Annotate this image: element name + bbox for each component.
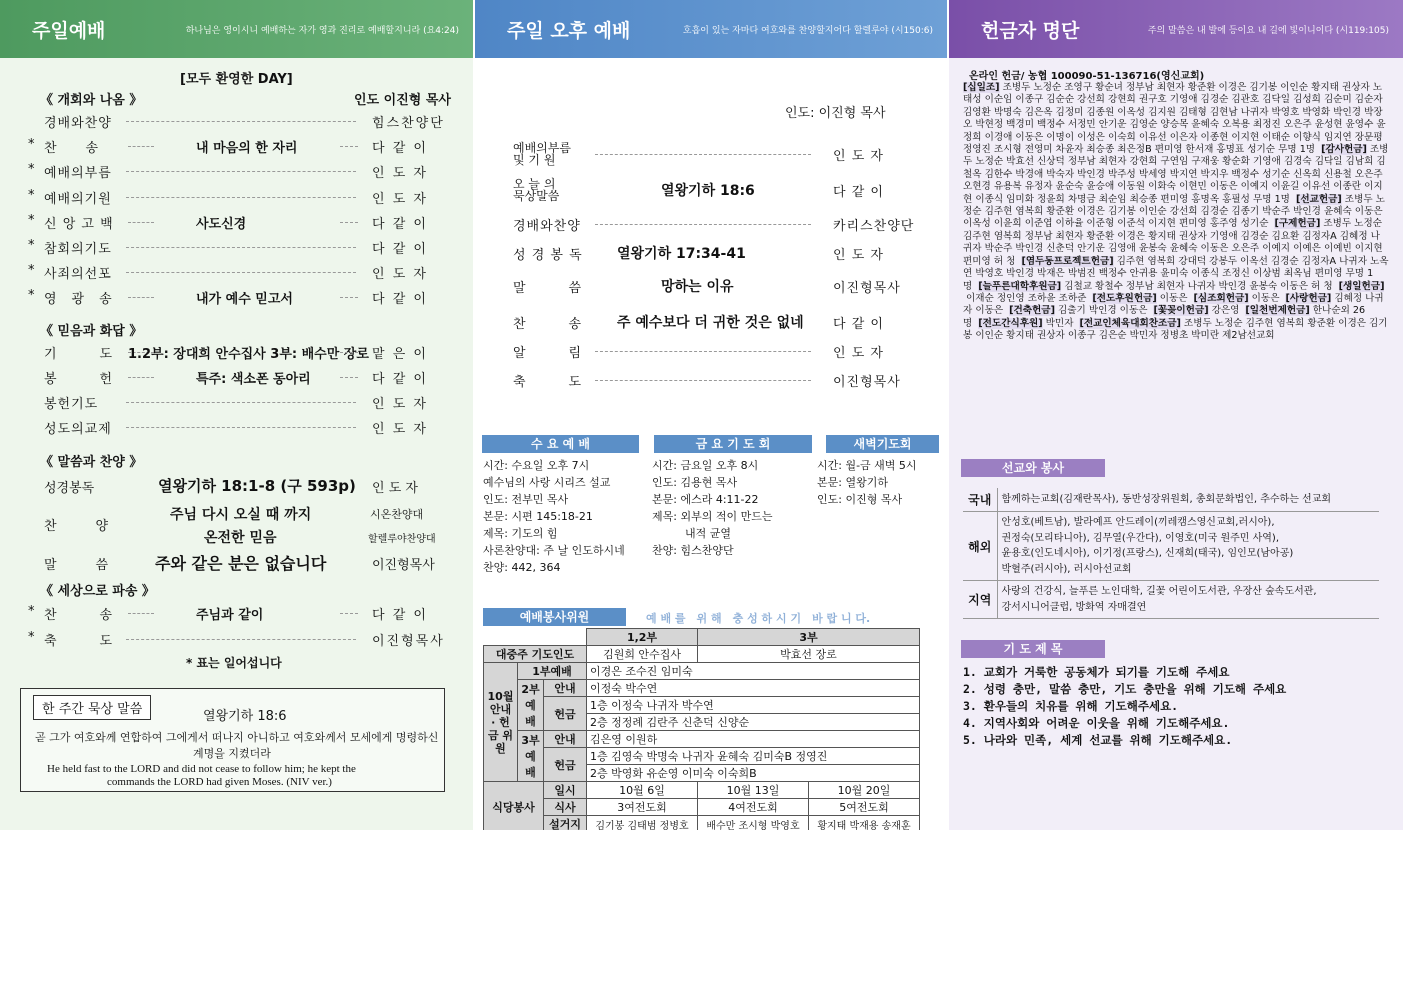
panel-title: 주일예배	[32, 19, 106, 42]
donor-category: [감사헌금]	[1321, 144, 1367, 156]
meditation-english: commands the LORD had given Moses. (NIV ver.)	[107, 776, 332, 788]
donor-category: [꽃꽂이헌금]	[1153, 305, 1209, 317]
star-mark: *	[28, 288, 35, 304]
table-cell: 김원희 안수집사	[587, 646, 698, 663]
volunteers-heading: 예배봉사위원	[483, 608, 626, 626]
table-cell: 박효선 장로	[698, 646, 920, 663]
order-content: 사도신경	[196, 216, 247, 232]
mission-items	[997, 512, 1379, 581]
header-verse: 주의 말씀은 내 발에 등이요 내 길에 빛이니이다 (시119:105)	[1147, 25, 1389, 36]
friday-heading: 금 요 기 도 회	[654, 435, 812, 453]
mission-line: 사랑의 건강식, 늘푸른 노인대학, 길꽃 어린이도서관, 우장산 숲속도서관,	[1001, 586, 1317, 597]
donor-group	[1153, 305, 1245, 316]
order-person: 힘스찬양단	[372, 116, 445, 131]
donor-names: 박민자	[1045, 317, 1074, 329]
order-label: 및 기 원	[513, 153, 556, 167]
	[340, 146, 358, 147]
order-label: 찬 양	[44, 519, 109, 534]
table-cell: 1층 이정숙 나귀자 박수연	[587, 697, 920, 714]
mission-line: 박혈주(러시아), 러시아선교회	[1001, 563, 1132, 575]
donor-names: 조병두 노정순 김주현 염복희 황준환 이경은 김기봉 이인순 강선희 김경순 김종기 박순주 박인경 윤혜숙 이동은 이옥성 이윤희 이준엽 이하율 이준형 이준석 이지현 편미영 홍주영 성기순	[963, 193, 1385, 230]
table-cell: 김기봉 김태범 정병호	[587, 816, 698, 831]
	[128, 297, 154, 298]
star-mark: *	[28, 162, 35, 178]
	[126, 247, 356, 248]
wednesday-info	[483, 457, 625, 576]
donor-category: [선교헌금]	[1295, 193, 1342, 205]
order-label: 찬 송	[513, 317, 583, 332]
order-label: 성경봉독	[44, 481, 95, 496]
section-heading: 《 세상으로 파송 》	[40, 584, 155, 599]
order-label: 기 도	[44, 347, 114, 362]
order-content: 내가 예수 믿고서	[196, 292, 293, 308]
col-header: 3부	[698, 629, 920, 646]
mission-table	[963, 488, 1379, 619]
info-line: 찬양: 442, 364	[483, 561, 561, 574]
	[340, 377, 358, 378]
order-label: 오 늘 의	[513, 177, 556, 191]
donor-names: 이동은	[1159, 292, 1188, 304]
info-line: 사론찬양대: 주 날 인도하시네	[483, 544, 625, 557]
order-label: 성 경 봉 독	[513, 248, 583, 263]
order-content: 주 예수보다 더 귀한 것은 없네	[617, 315, 804, 331]
order-label: 신 앙 고 백	[44, 216, 114, 232]
mission-heading: 선교와 봉사	[961, 459, 1105, 477]
order-person: 다 같 이	[372, 216, 428, 232]
order-content: 내 마음의 한 자리	[196, 141, 298, 157]
donor-category: [전교인체육대회찬조금]	[1079, 317, 1181, 329]
table-cell: 2층 정정례 김란주 신춘덕 신양순	[587, 714, 920, 731]
donor-category: [사랑헌금]	[1285, 292, 1332, 304]
mission-line: 권정숙(모리타니아), 김무열(우간다), 이영호(미국 원주민 사역),	[1001, 532, 1279, 544]
donor-names: 이재순 정인영 조하윤 조하준	[966, 292, 1087, 304]
order-label: 봉 헌	[44, 372, 114, 387]
order-label: 예배의기원	[44, 191, 112, 207]
prayer-item: 3. 환우들의 치유를 위해 기도해주세요.	[963, 699, 1179, 713]
	[595, 154, 811, 155]
	[126, 639, 356, 640]
order-label: 예배의부름	[44, 166, 112, 182]
offering-donors	[963, 82, 1389, 343]
table-cell: 3여전도회	[587, 799, 698, 816]
mission-items	[997, 488, 1379, 512]
order-person: 인 도 자	[372, 166, 428, 182]
order-content: 망하는 이유	[661, 279, 734, 295]
order-person: 인 도 자	[372, 422, 428, 437]
info-line: 본문: 에스라 4:11-22	[652, 493, 759, 506]
order-label: 경배와찬양	[513, 219, 581, 234]
donor-category: [십일조]	[963, 82, 1000, 93]
volunteers-subtitle: 예 배 를 위 해 충 성 하 시 기 바 랍 니 다.	[646, 612, 871, 625]
donor-names: 조병두 노정순 박효선 신상덕 정부남 최현자 강현희 구연임 구재웅 황순화 기영애 김경숙 김닥일 김남희 김철옥 김한수 박경애 박숙자 박인경 박주성 박세영 박지연 박지우 백정수 성기순 신옥희 신용철 오은주 오현경 유용복 유정자 윤순숙 윤승애 이동원 이화숙 이현민 이동은 이예지 이윤길 이유선 이종란 이지현 이종식 임미화 정윤희 차명금 최순임 최승종 편미영 홍명옥 홍필성 무명 1명	[963, 144, 1389, 205]
row-header: 안내	[544, 680, 587, 697]
table-cell: 5여전도회	[808, 799, 919, 816]
mission-category: 해외	[963, 512, 997, 581]
order-content: 온전한 믿음	[204, 530, 277, 546]
row-header: 안내	[544, 731, 587, 748]
panel-sunday-service	[0, 0, 473, 830]
service-leader: 인도: 이진형 목사	[785, 106, 886, 121]
	[126, 171, 356, 172]
donor-names: 김혜정 나귀자 이동은	[963, 292, 1384, 317]
order-label: 봉헌기도	[44, 397, 99, 412]
	[340, 352, 358, 353]
	[340, 613, 358, 614]
mission-category: 국내	[963, 488, 997, 512]
order-person: 다 같 이	[833, 317, 884, 332]
info-line: 인도: 전부민 목사	[483, 493, 569, 506]
order-label: 사죄의선포	[44, 267, 112, 283]
order-content: 열왕기하 18:1-8 (구 593p)	[158, 477, 356, 495]
donor-group	[1092, 293, 1193, 304]
order-label: 경배와찬양	[44, 116, 112, 131]
order-content: 열왕기하 18:6	[661, 183, 755, 199]
donor-group	[1194, 293, 1286, 304]
info-line: 제목: 기도의 힘	[483, 527, 558, 540]
order-person: 인 도 자	[372, 267, 428, 283]
	[126, 197, 356, 198]
info-line: 인도: 김용현 목사	[652, 476, 738, 489]
donor-group	[978, 281, 1338, 292]
info-line: 인도: 이진형 목사	[817, 493, 903, 506]
order-label: 묵상말씀	[513, 189, 560, 203]
table-cell: 황지태 박재용 송재훈	[808, 816, 919, 831]
order-person: 이진형목사	[372, 558, 435, 573]
info-line: 시간: 금요일 오후 8시	[652, 459, 759, 472]
row-header: 2부 예배	[518, 680, 544, 731]
mission-line: 윤용호(인도네시아), 이기정(프랑스), 신재희(태국), 임인모(남아공)	[1001, 548, 1294, 559]
wednesday-heading: 수 요 예 배	[482, 435, 639, 453]
	[128, 377, 154, 378]
	[128, 222, 154, 223]
panel-header	[0, 0, 473, 58]
mission-line: 함께하는교회(김재란목사), 동반성장위원회, 총회문화법인, 추수하는 선교회	[1001, 493, 1332, 505]
event-banner: [모두 환영한 DAY]	[180, 72, 293, 87]
dawn-info	[817, 457, 917, 508]
info-line: 본문: 열왕기하	[817, 476, 888, 489]
order-label: 찬 송	[44, 608, 114, 623]
order-content: 열왕기하 17:34-41	[617, 246, 746, 262]
order-person: 다 같 이	[372, 292, 428, 308]
order-person: 다 같 이	[372, 372, 428, 387]
	[595, 351, 811, 352]
row-header: 식사	[544, 799, 587, 816]
order-label: 축 도	[513, 375, 583, 390]
table-cell: 이경은 조수진 임미숙	[587, 663, 920, 680]
row-header: 대중주 기도인도	[484, 646, 587, 663]
dawn-heading: 새벽기도회	[826, 435, 939, 453]
order-person: 다 같 이	[372, 141, 428, 157]
section-heading: 《 말씀과 찬양 》	[40, 455, 143, 470]
order-person: 시온찬양대	[370, 508, 424, 521]
donor-category: [생일헌금]	[1338, 280, 1385, 292]
header-verse: 호흡이 있는 자마다 여호와를 찬양할지어다 할렐루야 (시150:6)	[682, 25, 933, 36]
donor-names: 조병두 노정순 김주현 염복희 황준환 이경은 김기봉 이인순 황지태 권상자 이종구 김은순 박민자 정병초 박미란 제2남선교회	[963, 317, 1388, 342]
table-cell: 10월 20일	[808, 782, 919, 799]
donor-category: [구제헌금]	[1274, 218, 1321, 230]
donor-names: 김철교 황철수 정부남 최현자 나귀자 박인경 윤봉숙 이동은 허 청	[1064, 280, 1333, 292]
	[128, 146, 154, 147]
order-person: 인 도 자	[833, 149, 884, 164]
order-label: 축 도	[44, 633, 114, 649]
panel-offering-list	[949, 0, 1403, 830]
order-label: 찬 송	[44, 141, 100, 157]
col-header: 1,2부	[587, 629, 698, 646]
order-content: 1.2부: 장대희 안수집사 3부: 배수만 장로	[128, 347, 369, 362]
meditation-korean: 곧 그가 여호와께 연합하여 그에게서 떠나지 아니하고 여호와께서 모세에게 명령하신	[35, 731, 439, 744]
info-line: 예수님의 사랑 시리즈 설교	[483, 476, 611, 489]
order-label: 참회의기도	[44, 242, 112, 257]
order-person: 할렐루야찬양대	[368, 534, 436, 545]
donor-names: 조병두 노정순 김주현 염복희 정부남 최현자 황준환 이경은 황지태 권상자 기영애 김경순 김요환 김정자A 김혜정 나귀자 박순주 박인경 신춘덕 안기운 김영애 윤봉숙 윤혜숙 이동은 오은주 이예지 이예은 이예빈 이지현 편미영 허 청	[963, 218, 1383, 267]
table-cell: 10월 13일	[698, 782, 809, 799]
section-heading: 《 믿음과 화답 》	[40, 324, 143, 339]
donor-names: 이동은	[1251, 292, 1280, 304]
panel-header	[475, 0, 947, 58]
donor-names: 한나순외 26명	[963, 305, 1366, 329]
service-leader: 인도 이진형 목사	[354, 93, 451, 108]
order-person: 이진형목사	[833, 281, 901, 296]
meditation-english: He held fast to the LORD and did not cease to follow him; he kept the	[47, 763, 356, 775]
	[340, 297, 358, 298]
donor-group	[978, 318, 1079, 329]
donor-names: 강은영	[1211, 305, 1240, 317]
donor-group	[1009, 305, 1153, 316]
info-line: 시간: 수요일 오후 7시	[483, 459, 590, 472]
order-person: 인 도 자	[833, 248, 884, 263]
	[340, 222, 358, 223]
info-line: 제목: 외부의 적이 만드는	[652, 510, 773, 523]
panel-afternoon-service	[475, 0, 947, 830]
prayer-item: 4. 지역사회와 어려운 이웃을 위해 기도해주세요.	[963, 716, 1230, 730]
donor-category: [늘푸른대학후원금]	[978, 280, 1062, 292]
star-mark: *	[28, 212, 35, 228]
star-mark: *	[28, 263, 35, 279]
mission-line: 안성호(베트남), 발라예프 안드레이(끼레캠스영신교회,러시아),	[1001, 517, 1275, 528]
order-label: 말 씀	[44, 558, 109, 573]
panel-header	[949, 0, 1403, 58]
meditation-reference: 열왕기하 18:6	[203, 709, 287, 724]
panel-title: 헌금자 명단	[981, 19, 1080, 42]
meditation-title: 한 주간 묵상 말씀	[33, 695, 151, 720]
donor-category: [건축헌금]	[1009, 305, 1055, 317]
	[126, 402, 356, 403]
table-cell: 10월 6일	[587, 782, 698, 799]
table-cell: 4여전도회	[698, 799, 809, 816]
order-label: 알 림	[513, 346, 583, 361]
row-header: 1부예배	[518, 663, 587, 680]
sermon-title: 주와 같은 분은 없습니다	[155, 554, 327, 573]
volunteers-table	[483, 628, 920, 830]
star-mark: *	[28, 604, 35, 619]
order-label: 성도의교제	[44, 422, 112, 437]
order-person: 카리스찬양단	[833, 219, 915, 234]
donor-category: [전도후원헌금]	[1092, 292, 1157, 304]
prayer-heading: 기 도 제 목	[961, 640, 1105, 658]
donor-category: [일천번제헌금]	[1245, 305, 1310, 317]
mission-items	[997, 581, 1379, 619]
meditation-korean: 계명을 지켰더라	[193, 747, 271, 760]
prayer-list	[963, 664, 1286, 749]
order-content: 주님 다시 오실 때 까지	[170, 507, 312, 523]
donor-category: [심조회헌금]	[1193, 292, 1249, 304]
table-cell: 배수만 조시형 박영호	[698, 816, 809, 831]
section-heading: 《 개회와 나옴 》	[40, 93, 143, 108]
donor-names: 김주현 염복희 강대덕 강봉두 이옥선 김경순 김정자A 나귀자 노옥연 박영호 박인경 박재은 박범진 백정수 안귀용 윤미숙 이종식 조정신 이상범 최옥님 편미영 무명 1명	[963, 255, 1389, 292]
	[126, 427, 356, 428]
order-person: 다 같 이	[372, 242, 428, 257]
row-header: 헌금	[544, 697, 587, 731]
star-mark: *	[28, 137, 35, 153]
prayer-item: 5. 나라와 민족, 세계 선교를 위해 기도해주세요.	[963, 733, 1233, 747]
star-mark: *	[28, 629, 35, 645]
order-person: 인 도 자	[833, 346, 884, 361]
row-header: 헌금	[544, 748, 587, 782]
order-person: 다 같 이	[833, 185, 884, 200]
star-mark: *	[28, 238, 35, 253]
standing-note: * 표는 일어섭니다	[186, 656, 282, 670]
table-cell: 이정숙 박수연	[587, 680, 920, 697]
donor-names: 김출기 박인경 이동은	[1057, 305, 1148, 317]
info-line: 시간: 월-금 새벽 5시	[817, 459, 917, 472]
table-cell: 2층 박영화 유순영 이미숙 이숙희B	[587, 765, 920, 782]
header-verse: 하나님은 영이시니 예배하는 자가 영과 진리로 예배할지니라 (요4:24)	[185, 25, 459, 36]
order-label: 말 씀	[513, 281, 583, 296]
star-mark: *	[28, 187, 35, 203]
order-content: 특주: 색소폰 동아리	[196, 372, 311, 387]
	[126, 272, 356, 273]
order-person: 이진형목사	[372, 633, 445, 649]
order-label: 영 광 송	[44, 292, 113, 308]
friday-info	[652, 457, 772, 559]
order-label: 예배의부름	[513, 141, 571, 155]
	[126, 121, 356, 122]
order-person: 이진형목사	[833, 375, 901, 390]
order-person: 맡 은 이	[372, 347, 428, 362]
info-line: 본문: 시편 145:18-21	[483, 510, 593, 523]
info-line: 내적 균열	[652, 527, 732, 540]
row-header: 일시	[544, 782, 587, 799]
row-header: 식당봉사	[484, 782, 544, 831]
order-person: 인 도 자	[372, 397, 428, 412]
	[595, 224, 811, 225]
donor-category: [전도간식후원]	[978, 317, 1043, 329]
donor-names: 조병두 노정순 조영구 황순녀 정부남 최현자 황준환 이경은 김기봉 이인순 황지태 권상자 노태성 이순임 이종구 김순순 강선희 강현희 권구호 기영애 김경순 김관호 김닥일 김성희 김순미 김순자 김영환 박명숙 김은옥 김정미 김종원 이옥성 김지원 김태형 김현남 나귀자 박영호 박영화 박인경 박장오 박현정 백경미 백정수 서정민 안기운 김영순 양승목 윤혜숙 오복용 최정진 오은주 윤성현 윤영수 윤정희 이경애 이동은 이명이 이성은 이숙희 이유선 이은자 이종현 이지현 이태순 이향식 임지연 장문평 정영진 조시형 전영미 차윤자 최승종 최은정B 편미영 한서재 홍명표 성기순 무명 1명	[963, 82, 1386, 156]
prayer-item: 2. 성령 충만, 말씀 충만, 기도 충만을 위해 기도해 주세요	[963, 682, 1287, 696]
order-person: 인 도 자	[372, 481, 418, 496]
online-account: 온라인 헌금/ 농협 100090-51-136716(영신교회)	[969, 71, 1205, 82]
row-header: 3부 예배	[518, 731, 544, 782]
row-header: 설거지	[544, 816, 587, 831]
mission-line: 강서시니어클럽, 방화역 자매결연	[1001, 601, 1147, 613]
	[595, 380, 811, 381]
table-cell: 1층 김영숙 박명숙 나귀자 윤혜숙 김미숙B 정영진	[587, 748, 920, 765]
prayer-item: 1. 교회가 거룩한 공동체가 되기를 기도해 주세요	[963, 665, 1230, 679]
table-cell: 김은영 이원하	[587, 731, 920, 748]
	[128, 613, 154, 614]
order-content: 주님과 같이	[196, 608, 264, 623]
order-person: 인 도 자	[372, 191, 428, 207]
donor-category: [염두동프로젝트헌금]	[1021, 255, 1114, 267]
mission-category: 지역	[963, 581, 997, 619]
row-header: 10월 안내 · 헌금 위원	[484, 663, 518, 782]
weekly-meditation-box	[20, 688, 445, 792]
panel-title: 주일 오후 예배	[507, 19, 631, 42]
info-line: 찬양: 힘스찬양단	[652, 544, 734, 557]
order-person: 다 같 이	[372, 608, 428, 623]
